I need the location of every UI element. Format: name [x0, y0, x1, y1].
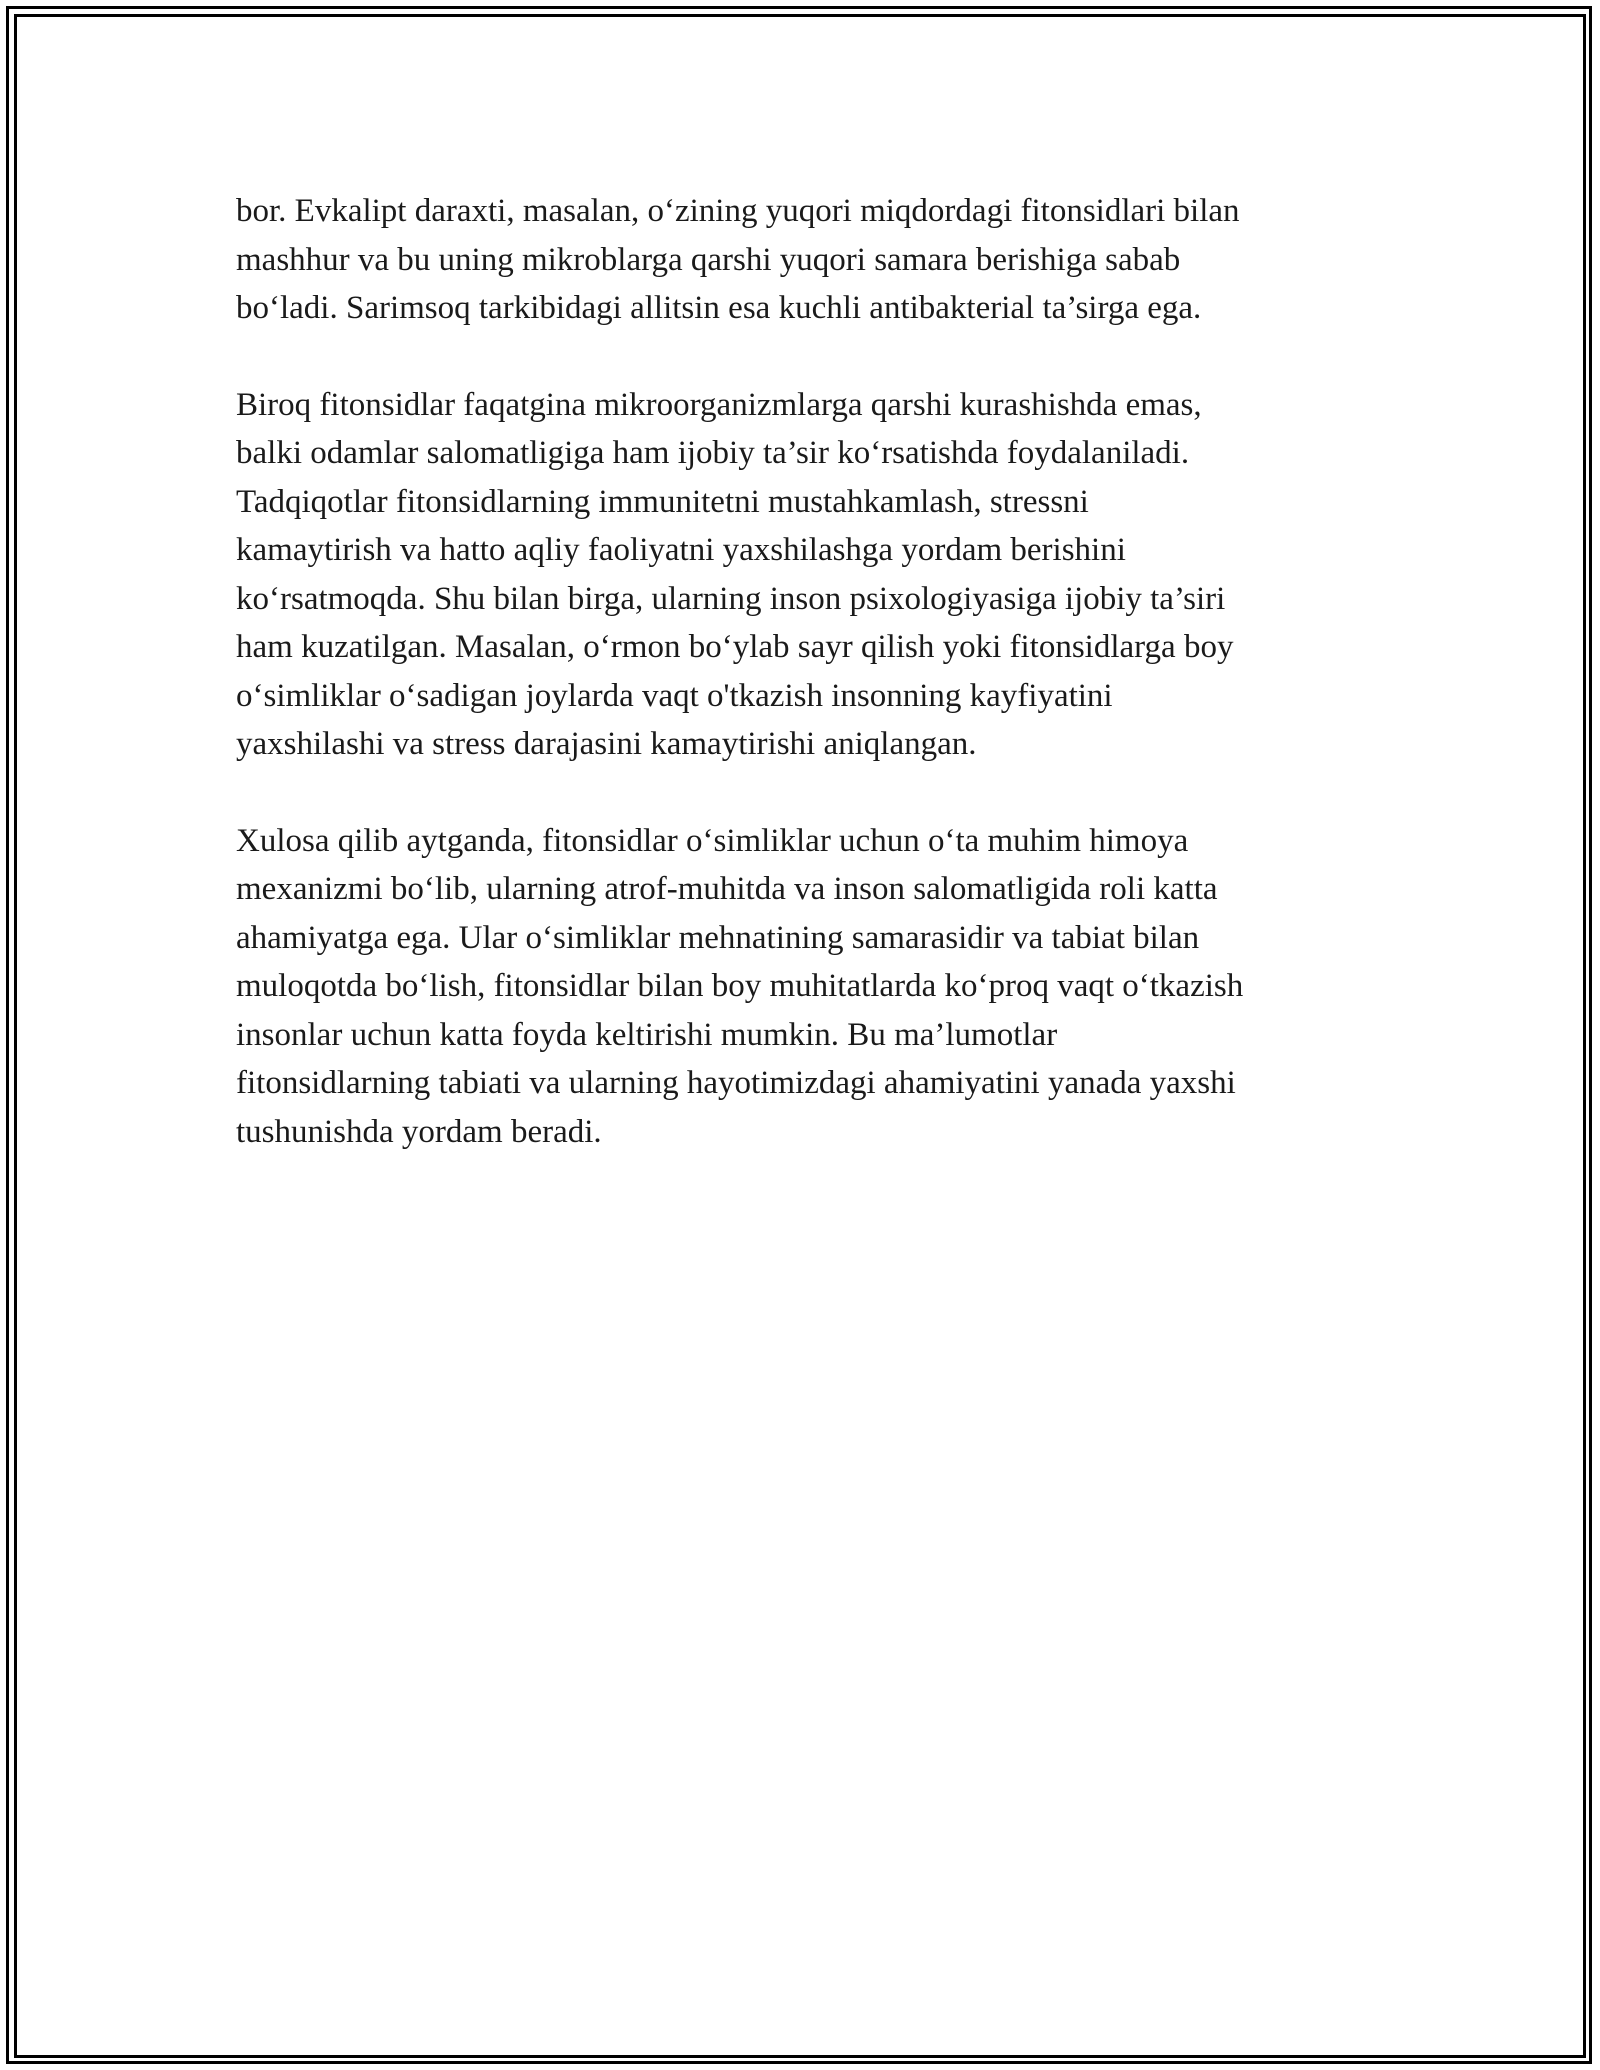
text-line: kamaytirish va hatto aqliy faoliyatni yaxshilashga yordam berishini: [236, 532, 1126, 568]
paragraph-3: [236, 817, 1376, 1157]
text-line: Biroq fitonsidlar faqatgina mikroorganizmlarga qarshi kurashishda emas,: [236, 386, 1202, 423]
text-line: fitonsidlarning tabiati va ularning hayotimizdagi ahamiyatini yanada yaxshi: [236, 1065, 1236, 1101]
text-line: ahamiyatga ega. Ular o‘simliklar mehnatining samarasidir va tabiat bilan: [236, 919, 1200, 956]
text-line: balki odamlar salomatligiga ham ijobiy ta’sir ko‘rsatishda foydalaniladi.: [236, 435, 1190, 471]
text-line: tushunishda yordam beradi.: [236, 1113, 602, 1150]
text-line: bo‘ladi. Sarimsoq tarkibidagi allitsin esa kuchli antibakterial ta’sirga ega.: [236, 290, 1202, 326]
text-line: o‘simliklar o‘sadigan joylarda vaqt o'tkazish insonning kayfiyatini: [236, 677, 1113, 714]
document-body: [236, 187, 1376, 1204]
text-line: ham kuzatilgan. Masalan, o‘rmon bo‘ylab sayr qilish yoki fitonsidlarga boy: [236, 629, 1234, 665]
text-line: mashhur va bu uning mikroblarga qarshi yuqori samara berishiga sabab: [236, 241, 1181, 278]
text-line: mexanizmi bo‘lib, ularning atrof-muhitda va inson salomatligida roli katta: [236, 871, 1218, 907]
text-line: yaxshilashi va stress darajasini kamaytirishi aniqlangan.: [236, 726, 977, 762]
text-line: insonlar uchun katta foyda keltirishi mumkin. Bu ma’lumotlar: [236, 1016, 1058, 1053]
text-line: ko‘rsatmoqda. Shu bilan birga, ularning inson psixologiyasiga ijobiy ta’siri: [236, 580, 1226, 617]
text-line: muloqotda bo‘lish, fitonsidlar bilan boy muhitatlarda ko‘proq vaqt o‘tkazish: [236, 968, 1244, 1004]
paragraph-2: [236, 381, 1376, 769]
text-line: bor. Evkalipt daraxti, masalan, o‘zining yuqori miqdordagi fitonsidlari bilan: [236, 193, 1240, 229]
text-line: Tadqiqotlar fitonsidlarning immunitetni mustahkamlash, stressni: [236, 483, 1089, 520]
paragraph-1: [236, 187, 1376, 333]
text-line: Xulosa qilib aytganda, fitonsidlar o‘simliklar uchun o‘ta muhim himoya: [236, 822, 1189, 859]
